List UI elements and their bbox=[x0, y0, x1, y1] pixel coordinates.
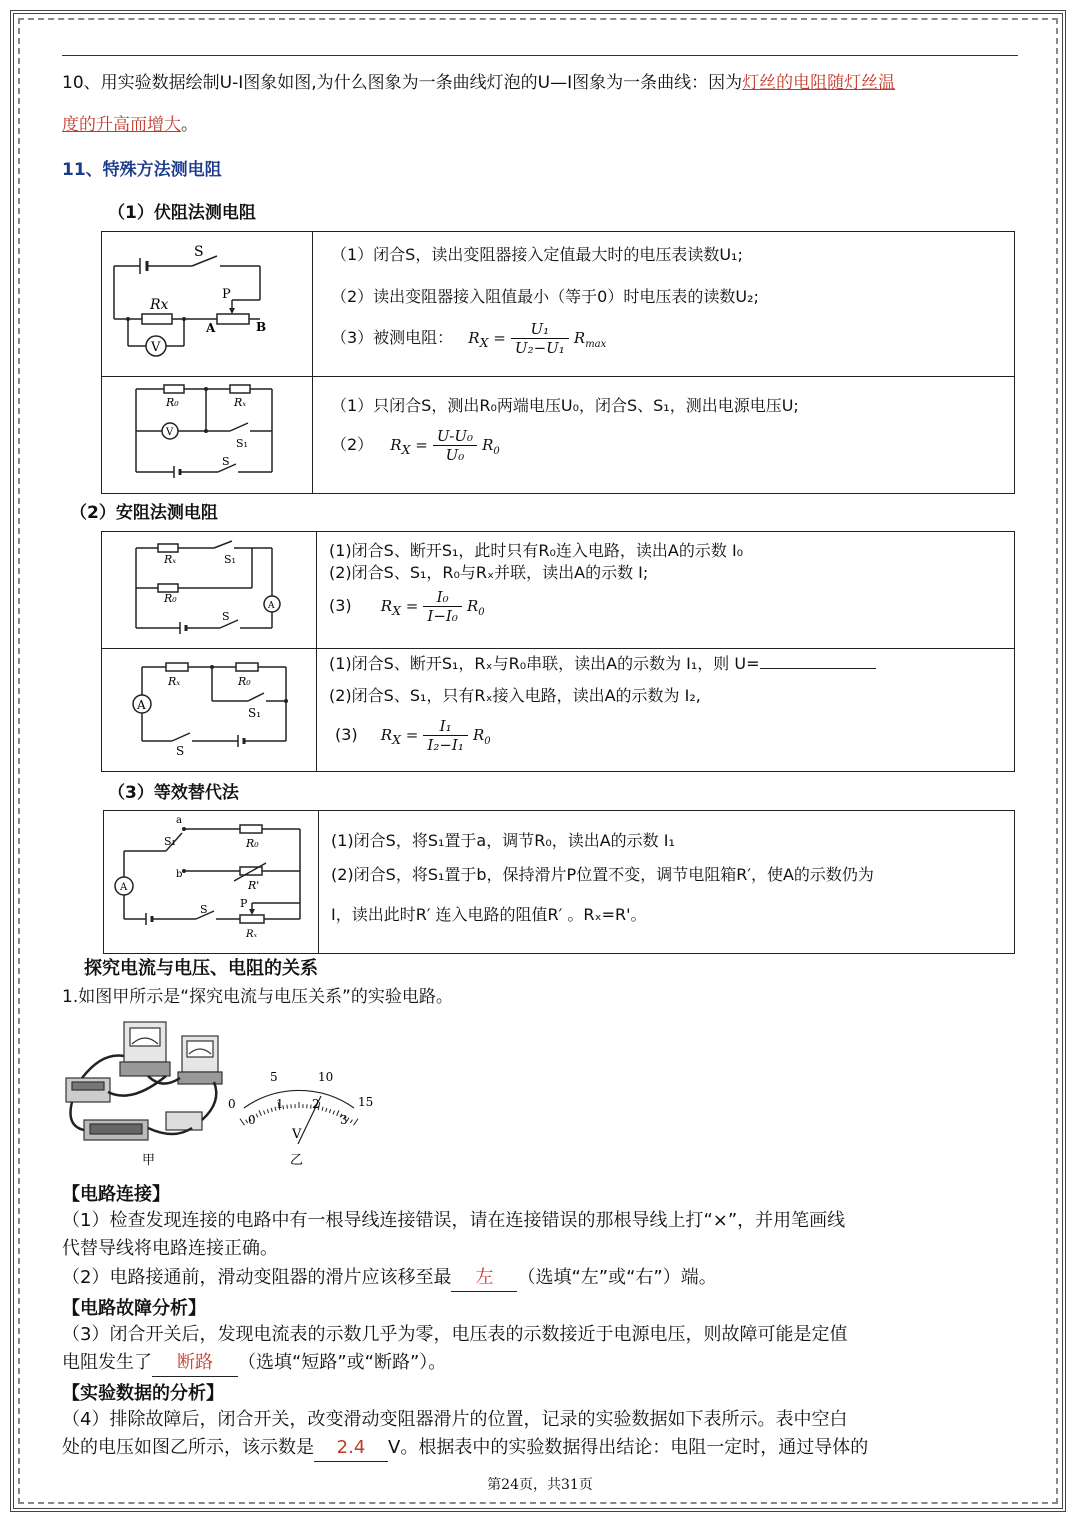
t1r2-lhs: $R_X$ = bbox=[390, 436, 428, 457]
analysis-title: 【实验数据的分析】 bbox=[62, 1383, 224, 1404]
t2r2-rhs bbox=[472, 726, 491, 747]
text-cell-5 bbox=[319, 811, 1015, 954]
label-r0: R₀ bbox=[164, 592, 177, 605]
item11-title: 11、特殊方法测电阻 bbox=[62, 160, 222, 180]
label-rx: Rₓ bbox=[164, 553, 177, 566]
analysis-p4a: （4）排除故障后，闭合开关，改变滑动变阻器滑片的位置，记录的实验数据如下表所示。表中空白 bbox=[62, 1409, 848, 1430]
dial-tick bbox=[350, 1120, 352, 1123]
conn-p2-text: （2）电路接通前，滑动变阻器的滑片应该移至最 bbox=[62, 1267, 452, 1288]
circuit-diagram-1 bbox=[102, 232, 310, 372]
frac-num: U-U₀ bbox=[433, 427, 477, 446]
circuit-cell-3 bbox=[102, 532, 317, 649]
dial-tick bbox=[337, 1110, 339, 1116]
circuit-diagram-5 bbox=[104, 811, 316, 949]
dial-tick bbox=[333, 1111, 335, 1115]
section-title: 探究电流与电压、电阻的关系 bbox=[84, 958, 318, 979]
answer-open-circuit[interactable]: 断路 bbox=[152, 1350, 238, 1377]
sub3-title: （3）等效替代法 bbox=[108, 783, 239, 803]
analysis-p4 bbox=[62, 1435, 868, 1462]
circuit-cell-2 bbox=[102, 377, 313, 494]
figure-yi-voltmeter-dial bbox=[226, 1066, 386, 1170]
t2r2-fraction bbox=[423, 717, 467, 754]
label-r0: R₀ bbox=[238, 675, 251, 688]
conn-p1b: 代替导线将电路连接正确。 bbox=[62, 1238, 278, 1259]
frac-den: I−I₀ bbox=[427, 607, 458, 625]
dial-label-5: 5 bbox=[270, 1070, 278, 1084]
label-s1: S₁ bbox=[248, 706, 262, 720]
lhs-r: R bbox=[390, 436, 402, 454]
label-a: A bbox=[206, 321, 216, 335]
t2r2-step1-text: (1)闭合S、断开S₁，Rₓ与R₀串联，读出A的示数为 I₁，则 U= bbox=[329, 654, 760, 673]
answer-left[interactable]: 左 bbox=[451, 1265, 517, 1292]
page-footer: 第24页，共31页 bbox=[487, 1477, 593, 1493]
t1r2-step2-label: （2） bbox=[331, 435, 374, 454]
label-a: a bbox=[176, 815, 182, 826]
text-cell-3 bbox=[317, 532, 1015, 649]
item10-end: 。 bbox=[181, 115, 198, 135]
rhs-r: R bbox=[482, 436, 494, 454]
label-r0: R₀ bbox=[246, 837, 259, 850]
dial-label-2: 2 bbox=[312, 1097, 320, 1111]
t1r1-lhs: $R_X$ = bbox=[468, 329, 506, 350]
text-cell-2 bbox=[313, 377, 1015, 494]
circuit-diagram-4 bbox=[102, 649, 314, 767]
dial-label-bottom-0: 0 bbox=[248, 1113, 256, 1127]
lhs-sub: X bbox=[479, 335, 489, 350]
t2r1-step3 bbox=[329, 588, 1014, 625]
t1r1-step2: （2）读出变阻器接入阻值最小（等于0）时电压表的读数U₂; bbox=[331, 287, 759, 306]
rhs-r: R bbox=[466, 597, 479, 615]
label-p: P bbox=[240, 897, 248, 910]
dial-label-1: 1 bbox=[276, 1097, 284, 1111]
figure-yi-caption: 乙 bbox=[290, 1153, 304, 1168]
label-s: S bbox=[194, 244, 204, 260]
lhs-sub: X bbox=[401, 442, 411, 457]
dial-label-10: 10 bbox=[318, 1070, 334, 1084]
t2r1-rhs bbox=[466, 597, 485, 618]
rhs-sub: max bbox=[585, 339, 607, 350]
fault-title: 【电路故障分析】 bbox=[62, 1298, 206, 1319]
dial-tick bbox=[240, 1119, 245, 1126]
t1r2-fraction bbox=[433, 427, 477, 464]
label-rx: Rₓ bbox=[234, 396, 247, 409]
label-s1: S₁ bbox=[236, 437, 248, 450]
t1r1-step3 bbox=[331, 320, 1014, 358]
fault-p3-text: 电阻发生了 bbox=[62, 1352, 152, 1373]
voltmeter-symbol: V bbox=[166, 427, 174, 438]
dial-tick bbox=[326, 1108, 327, 1112]
t2r1-lhs: $R_X$ = bbox=[380, 597, 419, 618]
frac-den: U₂−U₁ bbox=[514, 339, 565, 357]
dial-label-3: 3 bbox=[340, 1113, 348, 1127]
label-b: b bbox=[176, 869, 183, 880]
rhs-sub: 0 bbox=[493, 446, 500, 457]
frac-num: I₁ bbox=[423, 717, 467, 736]
t2r2-step3-label: (3) bbox=[335, 725, 358, 744]
t1r1-step1: （1）闭合S，读出变阻器接入定值最大时的电压表读数U₁; bbox=[331, 245, 743, 264]
dial-tick bbox=[267, 1109, 268, 1113]
label-b: B bbox=[256, 320, 267, 334]
t3-step1: (1)闭合S，将S₁置于a，调节R₀，读出A的示数 I₁ bbox=[331, 831, 675, 850]
label-s: S bbox=[176, 744, 185, 758]
u-blank[interactable] bbox=[760, 668, 876, 669]
question-1: 1.如图甲所示是“探究电流与电压关系”的实验电路。 bbox=[62, 987, 453, 1007]
frac-num: I₀ bbox=[423, 588, 461, 607]
label-r-prime: R' bbox=[248, 879, 260, 892]
item10-line1 bbox=[62, 70, 895, 96]
lhs-sub: X bbox=[392, 732, 401, 747]
table-substitution-method bbox=[103, 810, 1015, 954]
sub1-title: （1）伏阻法测电阻 bbox=[108, 203, 256, 223]
dial-unit-v: V bbox=[292, 1127, 302, 1142]
t1r1-step3-label: （3）被测电阻： bbox=[331, 328, 454, 347]
frac-den: I₂−I₁ bbox=[427, 736, 464, 754]
rhs-r: R bbox=[472, 726, 485, 744]
dial-label-top-0: 0 bbox=[228, 1097, 236, 1111]
conn-p2 bbox=[62, 1265, 717, 1292]
dial-label-15: 15 bbox=[358, 1095, 374, 1109]
item10-answer-part2: 度的升高而增大 bbox=[62, 115, 181, 135]
label-rx: Rₓ bbox=[168, 675, 181, 688]
t1r2-step1: （1）只闭合S，测出R₀两端电压U₀，闭合S、S₁，测出电源电压U; bbox=[331, 396, 799, 415]
dial-tick bbox=[322, 1107, 323, 1111]
lhs-r: R bbox=[468, 329, 480, 347]
rhs-r: R bbox=[573, 329, 586, 347]
sub2-title: （2）安阻法测电阻 bbox=[70, 503, 218, 523]
dial-tick bbox=[329, 1109, 330, 1113]
label-p: P bbox=[222, 287, 231, 302]
circuit-cell-1 bbox=[102, 232, 313, 377]
dial-tick bbox=[287, 1105, 288, 1109]
dial-tick bbox=[259, 1110, 261, 1116]
frac-num: U₁ bbox=[511, 320, 569, 339]
t2r1-step2: (2)闭合S、S₁，R₀与Rₓ并联，读出A的示数 I; bbox=[329, 563, 649, 582]
text-cell-1 bbox=[313, 232, 1015, 377]
fault-p3-end: （选填“短路”或“断路”）。 bbox=[238, 1352, 447, 1373]
t3-step2: (2)闭合S，将S₁置于b，保持滑片P位置不变，调节电阻箱R′，使A的示数仍为 bbox=[331, 865, 874, 884]
table-voltmeter-method bbox=[101, 231, 1015, 494]
ammeter-symbol: A bbox=[137, 698, 146, 712]
figure-jia-apparatus bbox=[62, 1016, 232, 1171]
item10-answer-part1: 灯丝的电阻随灯丝温 bbox=[742, 73, 896, 93]
analysis-p4-end: V。根据表中的实验数据得出结论：电阻一定时，通过导体的 bbox=[388, 1437, 869, 1458]
label-s1: S₁ bbox=[224, 553, 236, 566]
ammeter-symbol: A bbox=[268, 601, 275, 611]
header-rule bbox=[62, 55, 1018, 56]
text-cell-4 bbox=[317, 649, 1015, 772]
t2r2-step2: (2)闭合S、S₁，只有Rₓ接入电路，读出A的示数为 I₂, bbox=[329, 686, 701, 705]
t2r2-step3 bbox=[329, 717, 1014, 755]
t2r1-step3-label: (3) bbox=[329, 596, 352, 615]
conn-p2-end: （选填“左”或“右”）端。 bbox=[517, 1267, 717, 1288]
t1r1-rhs bbox=[573, 329, 607, 350]
t1r1-fraction bbox=[511, 320, 569, 357]
rhs-sub: 0 bbox=[478, 607, 485, 618]
analysis-p4-text: 处的电压如图乙所示，该示数是 bbox=[62, 1437, 314, 1458]
t2r1-fraction bbox=[423, 588, 461, 625]
dial-tick bbox=[271, 1108, 272, 1112]
dial-tick bbox=[256, 1114, 258, 1118]
t1r2-step2 bbox=[331, 427, 1014, 465]
item10-text: 10、用实验数据绘制U-I图象如图,为什么图象为一条曲线灯泡的U—I图象为一条曲线：因为 bbox=[62, 73, 743, 93]
label-s1: S₁ bbox=[164, 835, 176, 848]
circuit-cell-4 bbox=[102, 649, 317, 772]
t2r2-lhs: $R_X$ = bbox=[380, 726, 419, 747]
lhs-r: R bbox=[380, 597, 393, 615]
circuit-cell-5 bbox=[104, 811, 319, 954]
label-s: S bbox=[222, 455, 230, 468]
circuit-diagram-3 bbox=[102, 532, 314, 644]
fault-p3a: （3）闭合开关后，发现电流表的示数几乎为零，电压表的示数接近于电源电压，则故障可能是定值 bbox=[62, 1324, 848, 1345]
figure-jia-caption: 甲 bbox=[142, 1153, 156, 1168]
lhs-r: R bbox=[380, 726, 393, 744]
label-rx: Rx bbox=[150, 297, 169, 313]
table-ammeter-method bbox=[101, 531, 1015, 772]
t1r2-rhs bbox=[482, 436, 500, 457]
label-s: S bbox=[200, 903, 208, 916]
circuit-diagram-2 bbox=[102, 377, 310, 489]
item10-line2 bbox=[62, 112, 198, 138]
label-rx: Rₓ bbox=[246, 929, 258, 940]
lhs-sub: X bbox=[392, 603, 401, 618]
dial-tick bbox=[354, 1119, 359, 1126]
label-s: S bbox=[222, 610, 230, 623]
conn-title: 【电路连接】 bbox=[62, 1184, 170, 1205]
rhs-sub: 0 bbox=[484, 736, 491, 747]
t2r1-step1: (1)闭合S、断开S₁，此时只有R₀连入电路，读出A的示数 I₀ bbox=[329, 541, 744, 560]
ammeter-symbol: A bbox=[120, 882, 128, 893]
frac-den: U₀ bbox=[445, 446, 465, 464]
dial-tick bbox=[264, 1111, 266, 1115]
t2r2-step1 bbox=[329, 651, 1014, 677]
conn-p1a: （1）检查发现连接的电路中有一根导线连接错误，请在连接错误的那根导线上打“×”，并用笔画线 bbox=[62, 1210, 846, 1231]
t3-step3: I，读出此时R′ 连入电路的阻值R′ 。Rₓ=R'。 bbox=[331, 905, 647, 924]
label-r0: R₀ bbox=[166, 396, 179, 409]
voltmeter-symbol: V bbox=[151, 340, 161, 355]
fault-p3 bbox=[62, 1350, 446, 1377]
answer-voltage[interactable]: 2.4 bbox=[314, 1435, 388, 1462]
